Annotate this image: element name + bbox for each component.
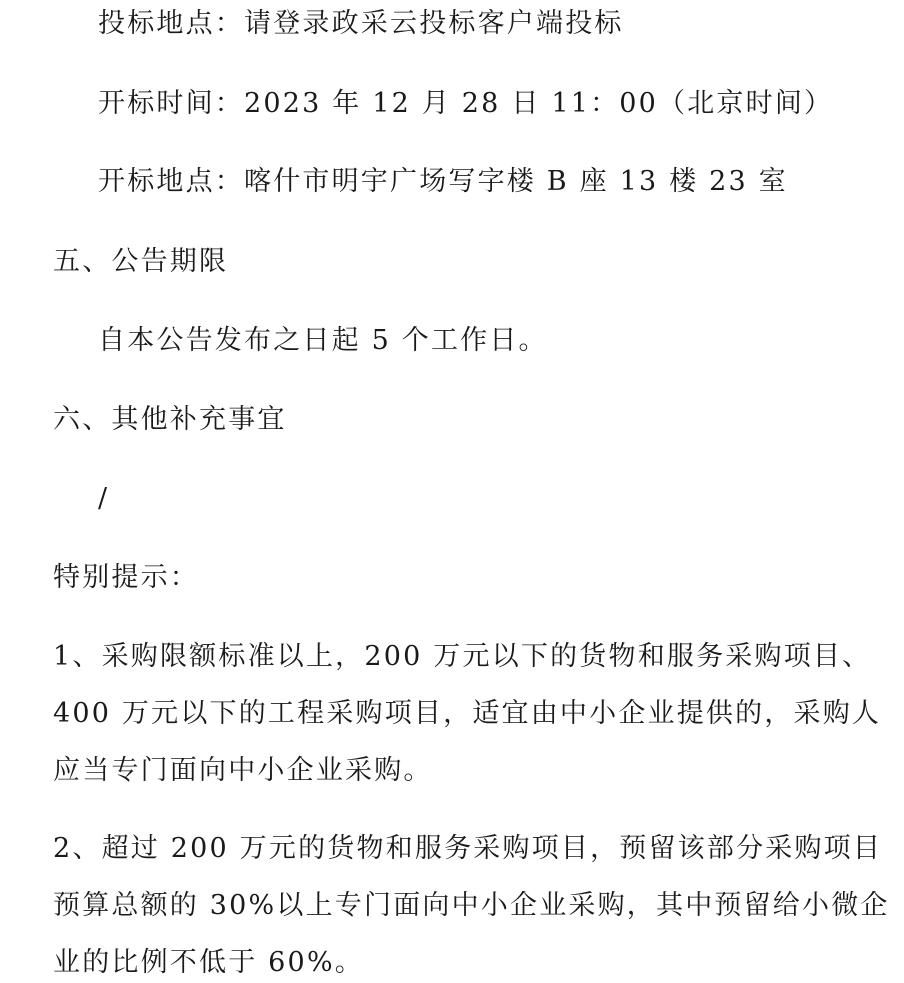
opening-location-line: 开标地点：喀什市明宇广场写字楼 B 座 13 楼 23 室 [98,166,788,197]
section-6-body: / [98,483,110,514]
notice-item-2-line-2: 预算总额的 30%以上专门面向中小企业采购，其中预留给小微企 [53,890,890,921]
section-5-body: 自本公告发布之日起 5 个工作日。 [98,325,548,356]
opening-time-line: 开标时间：2023 年 12 月 28 日 11：00（北京时间） [98,88,834,119]
section-6-heading: 六、其他补充事宜 [53,404,287,435]
special-notice-heading: 特别提示： [53,562,199,593]
notice-item-1-line-2: 400 万元以下的工程采购项目，适宜由中小企业提供的，采购人 [53,698,882,729]
notice-item-2-line-1: 2、超过 200 万元的货物和服务采购项目，预留该部分采购项目 [53,833,883,864]
notice-item-1-line-1: 1、采购限额标准以上，200 万元以下的货物和服务采购项目、 [53,641,872,672]
notice-item-2-line-3: 业的比例不低于 60%。 [53,947,364,978]
notice-item-1-line-3: 应当专门面向中小企业采购。 [53,755,433,786]
notice-item-2 [53,831,890,981]
bid-location-line: 投标地点：请登录政采云投标客户端投标 [98,8,624,39]
notice-item-1 [53,639,882,789]
section-5-heading: 五、公告期限 [53,246,229,277]
